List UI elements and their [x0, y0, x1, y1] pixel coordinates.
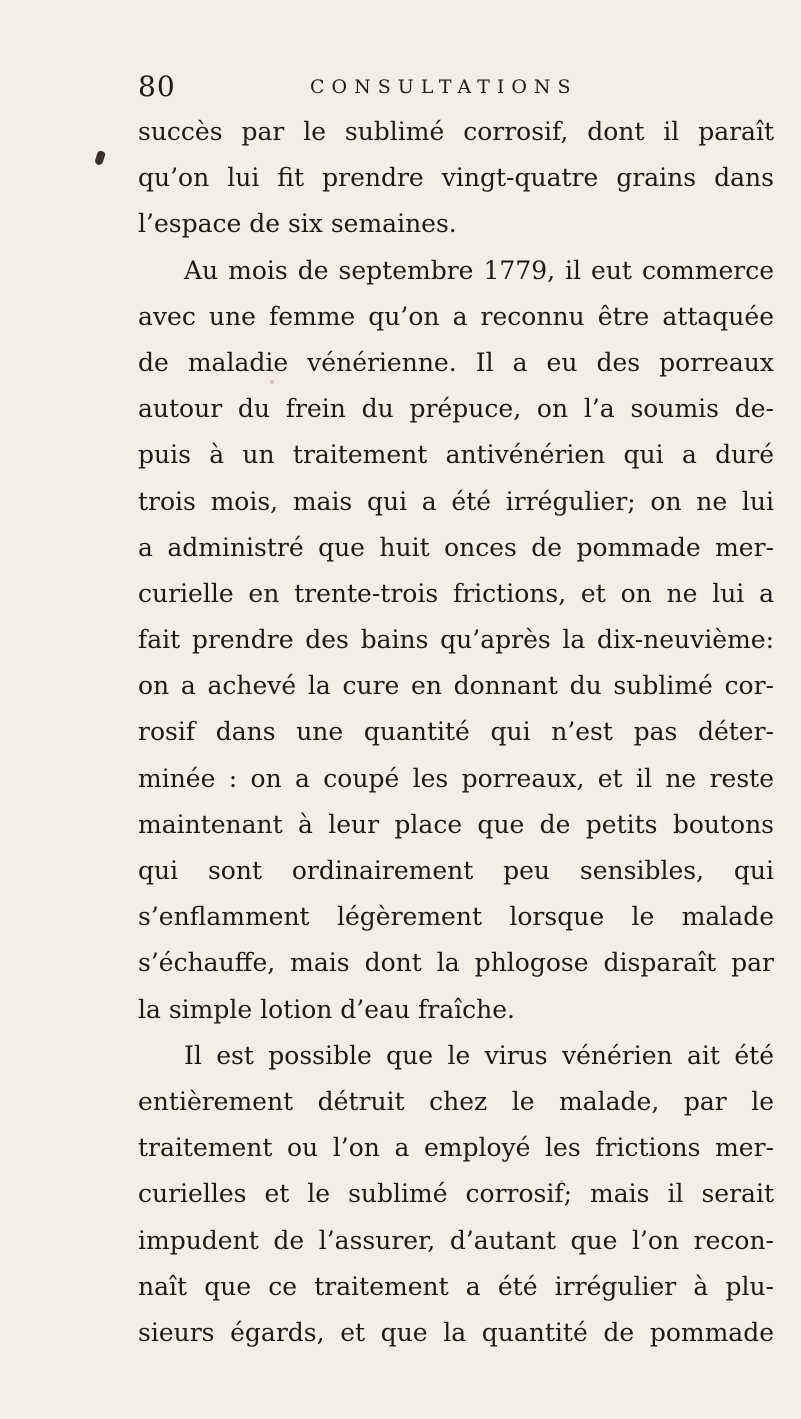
body-text: [138, 109, 774, 1356]
text-line: a administré que huit onces de pommade mer-: [138, 532, 774, 562]
page-number: 80: [138, 70, 176, 103]
text-line: succès par le sublimé corrosif, dont il paraît: [138, 117, 774, 146]
text-line: entièrement détruit chez le malade, par le: [138, 1086, 774, 1116]
text-line: on a achevé la cure en donnant du sublimé cor-: [138, 671, 774, 701]
text-line: minée : on a coupé les porreaux, et il ne reste: [138, 763, 774, 793]
text-line: s’échauffe, mais dont la phlogose disparaît par: [138, 948, 774, 978]
ink-blot-mark: [94, 150, 106, 166]
text-line: sieurs égards, et que la quantité de pommade: [138, 1317, 774, 1347]
text-line: rosif dans une quantité qui n’est pas déter-: [138, 717, 774, 747]
running-head: CONSULTATIONS: [310, 76, 578, 98]
text-line: de maladie vénérienne. Il a eu des porreaux: [138, 347, 774, 377]
text-line: autour du frein du prépuce, on l’a soumis de-: [138, 394, 774, 424]
text-line: curielles et le sublimé corrosif; mais il serait: [138, 1179, 774, 1209]
text-line: puis à un traitement antivénérien qui a duré: [138, 440, 774, 470]
text-line: trois mois, mais qui a été irrégulier; on ne lui: [138, 486, 774, 516]
text-line: impudent de l’assurer, d’autant que l’on recon-: [138, 1225, 774, 1255]
text-line: curielle en trente-trois frictions, et on ne lui a: [138, 578, 774, 608]
text-line: maintenant à leur place que de petits boutons: [138, 809, 774, 839]
text-line: Il est possible que le virus vénérien ait été: [184, 1040, 774, 1070]
page-header: [138, 70, 771, 110]
text-line: fait prendre des bains qu’après la dix-neuvième:: [138, 625, 774, 655]
text-line: qui sont ordinairement peu sensibles, qui: [138, 856, 774, 885]
text-line: avec une femme qu’on a reconnu être attaquée: [138, 301, 774, 331]
text-line: Au mois de septembre 1779, il eut commerce: [184, 255, 774, 285]
text-line: la simple lotion d’eau fraîche.: [138, 994, 515, 1024]
text-line: naît que ce traitement a été irrégulier à plu-: [138, 1271, 774, 1301]
text-line: s’enflamment légèrement lorsque le malade: [138, 902, 774, 932]
text-line: traitement ou l’on a employé les frictions mer-: [138, 1133, 774, 1163]
text-line: qu’on lui fit prendre vingt-quatre grains dans: [138, 163, 774, 193]
text-line: l’espace de six semaines.: [138, 209, 457, 239]
